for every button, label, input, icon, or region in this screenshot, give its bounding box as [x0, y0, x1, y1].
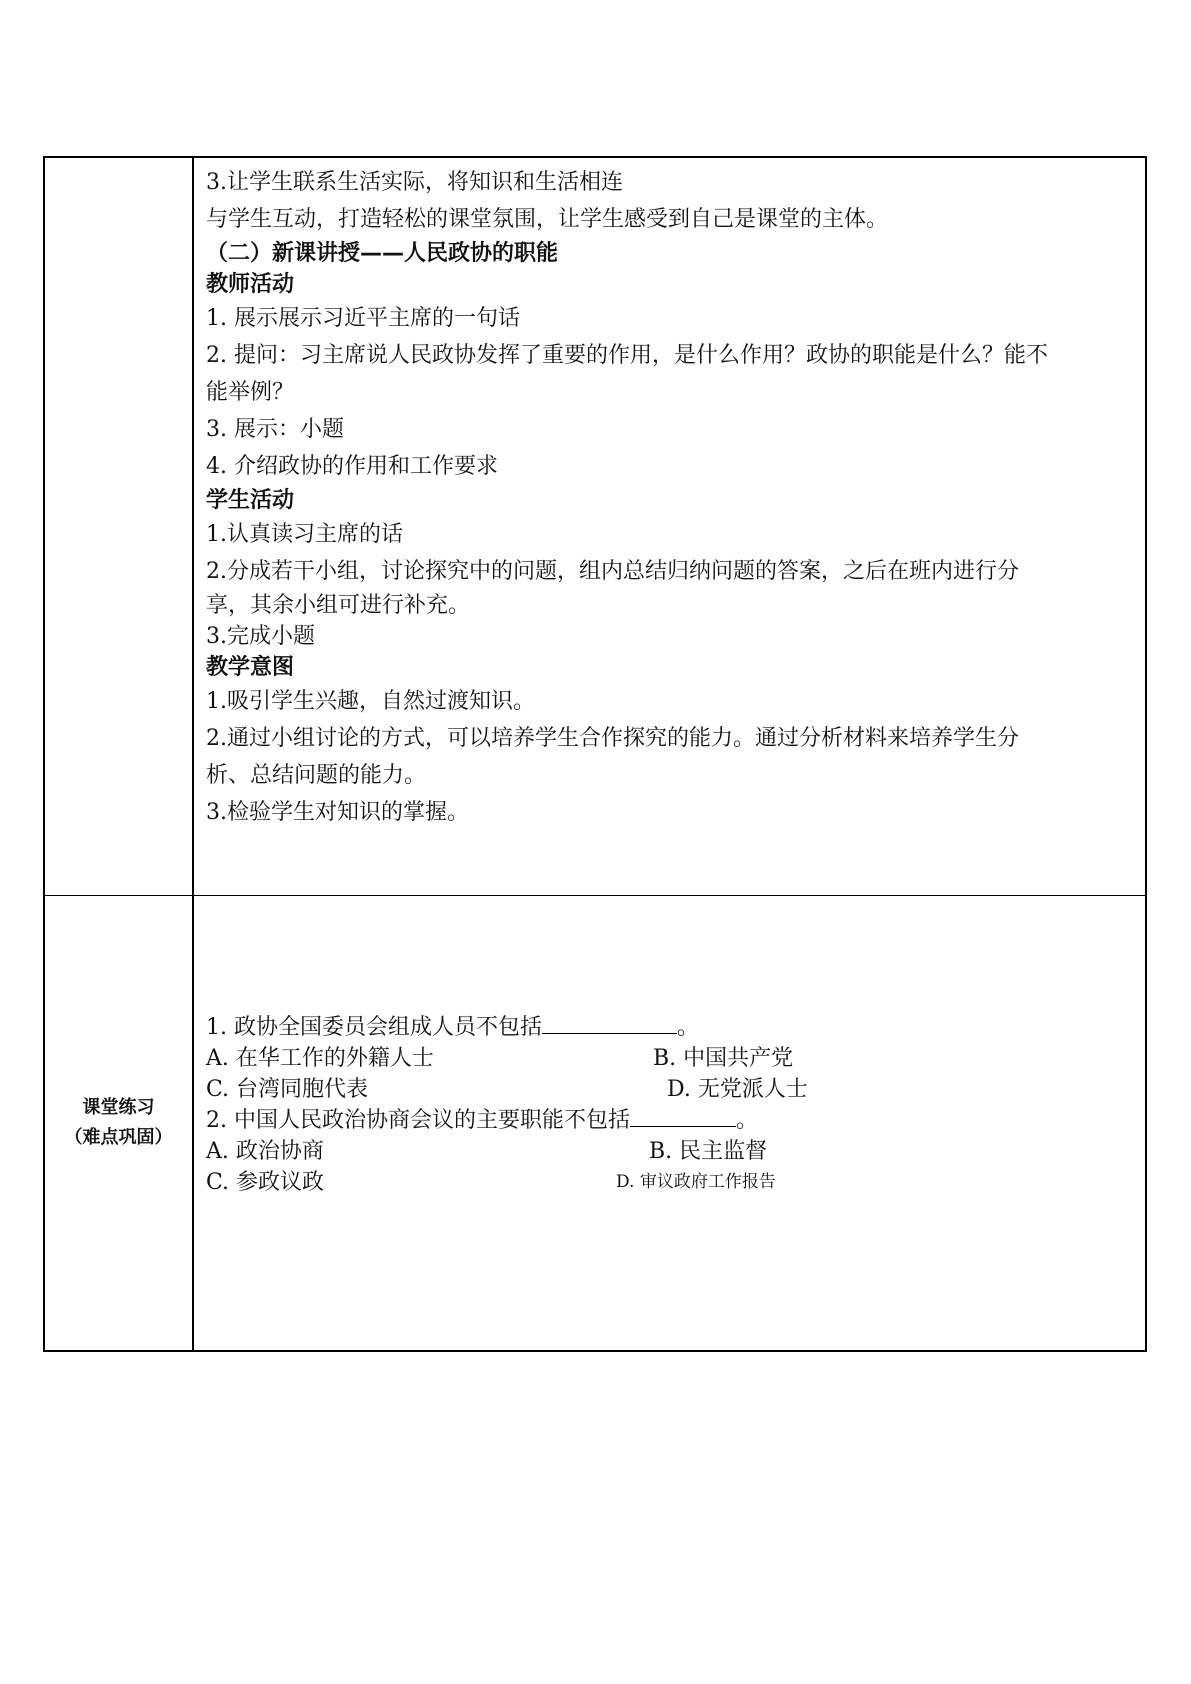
options-row — [206, 1043, 1135, 1074]
exercise-label-cell — [44, 896, 193, 1352]
question-2 — [206, 1105, 1135, 1136]
option-d: D. 无党派人士 — [667, 1077, 808, 1102]
teacher-activity-heading: 教师活动 — [206, 272, 295, 297]
answer-blank — [542, 1013, 677, 1034]
options-row — [206, 1074, 1135, 1105]
option-a: A. 政治协商 — [206, 1139, 324, 1164]
student-activity-heading: 学生活动 — [206, 488, 295, 513]
lesson-process-cell — [193, 157, 1146, 896]
option-d: D. 审议政府工作报告 — [616, 1172, 776, 1192]
question-end: 。 — [736, 1108, 759, 1133]
lesson-plan-table — [43, 156, 1147, 1352]
exercise-label: 课堂练习 — [82, 1097, 155, 1118]
student-line: 享，其余小组可进行补充。 — [206, 593, 471, 618]
teacher-line: 2. 提问：习主席说人民政协发挥了重要的作用，是什么作用？政协的职能是什么？能不 — [206, 343, 1048, 368]
question-stem: 2. 中国人民政治协商会议的主要职能不包括 — [206, 1108, 630, 1133]
teacher-line: 3. 展示：小题 — [206, 417, 344, 442]
exercise-sublabel: （难点巩固） — [64, 1127, 173, 1148]
student-line: 2.分成若干小组，讨论探究中的问题，组内总结归纳问题的答案，之后在班内进行分 — [206, 559, 1019, 584]
teacher-line: 4. 介绍政协的作用和工作要求 — [206, 454, 498, 479]
options-row — [206, 1136, 1135, 1167]
text-line: 3.让学生联系生活实际，将知识和生活相连 — [206, 170, 623, 195]
classroom-exercise-row — [44, 896, 1146, 1352]
teacher-line: 能举例？ — [206, 380, 295, 405]
question-stem: 1. 政协全国委员会组成人员不包括 — [206, 1015, 542, 1040]
intent-line: 析、总结问题的能力。 — [206, 763, 427, 788]
question-1 — [206, 1012, 1135, 1043]
option-c: C. 参政议政 — [206, 1170, 325, 1195]
empty-label-cell — [44, 157, 193, 896]
exercise-content-cell — [193, 896, 1146, 1352]
options-row — [206, 1167, 1135, 1198]
student-line: 3.完成小题 — [206, 624, 315, 649]
question-end: 。 — [677, 1015, 700, 1040]
student-line: 1.认真读习主席的话 — [206, 522, 403, 547]
option-b: B. 中国共产党 — [653, 1046, 794, 1071]
option-c: C. 台湾同胞代表 — [206, 1077, 369, 1102]
option-b: B. 民主监督 — [649, 1139, 768, 1164]
intent-line: 3.检验学生对知识的掌握。 — [206, 800, 469, 825]
teacher-line: 1. 展示展示习近平主席的一句话 — [206, 306, 520, 331]
option-a: A. 在华工作的外籍人士 — [206, 1046, 434, 1071]
lesson-process-row — [44, 157, 1146, 896]
answer-blank — [630, 1106, 736, 1127]
text-line: 与学生互动，打造轻松的课堂氛围，让学生感受到自己是课堂的主体。 — [206, 207, 889, 232]
teaching-intent-heading: 教学意图 — [206, 655, 295, 680]
intent-line: 1.吸引学生兴趣，自然过渡知识。 — [206, 689, 535, 714]
intent-line: 2.通过小组讨论的方式，可以培养学生合作探究的能力。通过分析材料来培养学生分 — [206, 726, 1019, 751]
section-title: （二）新课讲授——人民政协的职能 — [206, 241, 559, 266]
